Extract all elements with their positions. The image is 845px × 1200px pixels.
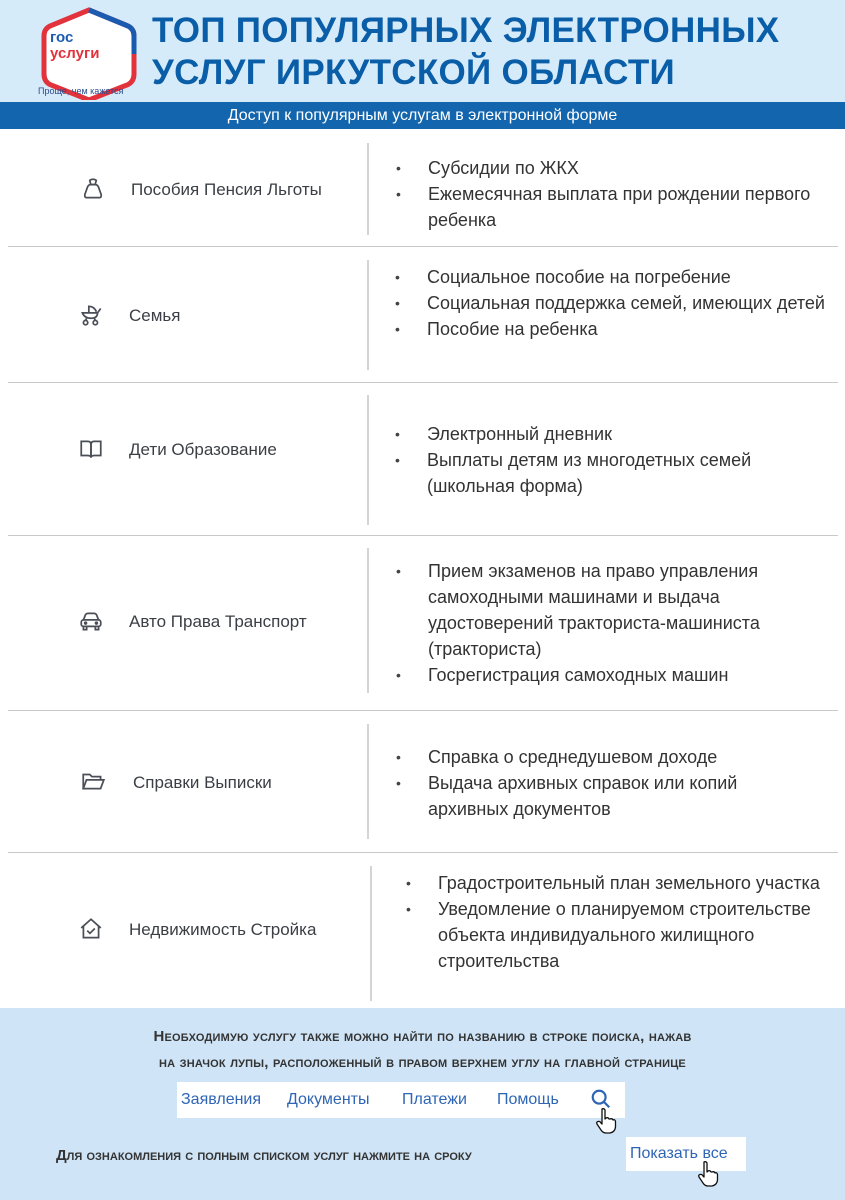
service-list bbox=[395, 264, 825, 342]
column-divider bbox=[367, 260, 369, 370]
service-item[interactable]: • Градостроительный план земельного участка bbox=[406, 870, 826, 896]
nav-link-help[interactable]: Помощь bbox=[497, 1091, 559, 1108]
page-title-line1: ТОП ПОПУЛЯРНЫХ ЭЛЕКТРОННЫХ bbox=[152, 11, 780, 50]
column-divider bbox=[367, 143, 369, 235]
category-real-estate[interactable] bbox=[78, 916, 104, 942]
search-hint-line1: Необходимую услугу также можно найти по названию в строке поиска, нажав bbox=[153, 1028, 692, 1045]
logo-text-bottom: услуги bbox=[50, 45, 100, 62]
nav-example bbox=[177, 1082, 625, 1118]
service-item[interactable]: • Субсидии по ЖКХ bbox=[396, 155, 816, 181]
category-label: Пособия Пенсия Льготы bbox=[131, 180, 322, 199]
column-divider bbox=[370, 866, 372, 1001]
row-divider bbox=[8, 535, 838, 536]
nav-link-payments[interactable]: Платежи bbox=[402, 1091, 467, 1108]
service-item[interactable]: • Выдача архивных справок или копий архивных документов bbox=[396, 770, 816, 822]
service-list bbox=[396, 744, 816, 822]
subtitle-bar: Доступ к популярным услугам в электронной форме bbox=[0, 102, 845, 129]
service-list bbox=[396, 558, 816, 688]
category-label: Дети Образование bbox=[129, 440, 277, 459]
page-title bbox=[152, 10, 832, 94]
search-hint-line2: на значок лупы, расположенный в правом верхнем углу на главной странице bbox=[159, 1054, 686, 1071]
service-item[interactable]: • Социальная поддержка семей, имеющих детей bbox=[395, 290, 825, 316]
folder-icon bbox=[80, 768, 106, 794]
category-certificates[interactable] bbox=[80, 768, 106, 794]
service-list bbox=[406, 870, 826, 974]
column-divider bbox=[367, 548, 369, 693]
row-divider bbox=[8, 852, 838, 853]
category-label: Авто Права Транспорт bbox=[129, 612, 307, 631]
category-label: Семья bbox=[129, 306, 181, 325]
search-hint bbox=[0, 1024, 845, 1076]
category-transport[interactable] bbox=[78, 608, 104, 634]
row-divider bbox=[8, 382, 838, 383]
wallet-icon bbox=[80, 176, 106, 202]
category-education[interactable] bbox=[78, 436, 104, 462]
service-item[interactable]: • Социальное пособие на погребение bbox=[395, 264, 825, 290]
hand-cursor-icon bbox=[697, 1160, 719, 1188]
logo-text-top: гос bbox=[50, 29, 74, 46]
logo-tagline: Проще, чем кажется bbox=[38, 86, 124, 96]
row-divider bbox=[8, 246, 838, 247]
service-item[interactable]: • Ежемесячная выплата при рождении первого ребенка bbox=[396, 181, 816, 233]
service-item[interactable]: • Прием экзаменов на право управления самоходными машинами и выдача удостоверений тракториста-машиниста (тракториста) bbox=[396, 558, 816, 662]
category-label: Справки Выписки bbox=[133, 773, 272, 792]
category-label: Недвижимость Стройка bbox=[129, 920, 317, 939]
header bbox=[0, 0, 845, 102]
row-divider bbox=[8, 710, 838, 711]
service-list bbox=[396, 155, 816, 233]
stroller-icon bbox=[78, 302, 104, 328]
service-item[interactable]: • Выплаты детям из многодетных семей (школьная форма) bbox=[395, 447, 815, 499]
column-divider bbox=[367, 395, 369, 525]
service-list bbox=[395, 421, 815, 499]
show-all-label: Показать все bbox=[630, 1145, 728, 1162]
full-list-hint: Для ознакомления с полным списком услуг нажмите на сроку bbox=[56, 1147, 472, 1164]
service-item[interactable]: • Электронный дневник bbox=[395, 421, 815, 447]
service-item[interactable]: • Справка о среднедушевом доходе bbox=[396, 744, 816, 770]
service-item[interactable]: • Уведомление о планируемом строительстве объекта индивидуального жилищного строительства bbox=[406, 896, 826, 974]
service-item[interactable]: • Госрегистрация самоходных машин bbox=[396, 662, 816, 688]
column-divider bbox=[367, 724, 369, 839]
nav-link-documents[interactable]: Документы bbox=[287, 1091, 370, 1108]
house-check-icon bbox=[78, 916, 104, 942]
page-title-line2: УСЛУГ ИРКУТСКОЙ ОБЛАСТИ bbox=[152, 53, 676, 92]
nav-link-applications[interactable]: Заявления bbox=[181, 1091, 262, 1108]
service-item[interactable]: • Пособие на ребенка bbox=[395, 316, 825, 342]
category-family[interactable] bbox=[78, 302, 104, 328]
category-pensions[interactable] bbox=[80, 176, 106, 202]
hand-cursor-icon bbox=[595, 1107, 617, 1135]
show-all-button[interactable] bbox=[626, 1137, 746, 1171]
book-icon bbox=[78, 436, 104, 462]
car-icon bbox=[78, 608, 104, 634]
